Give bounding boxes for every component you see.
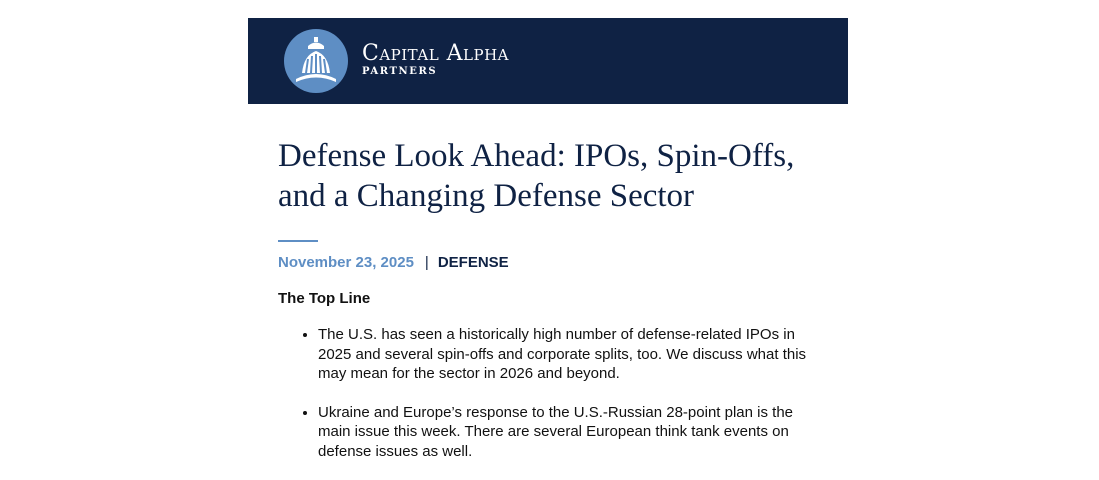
list-item: • The U.S. has seen a historically high number of defense-related IPOs in 2025 and several spin-offs and corporate splits, too. We discuss what this may mean for the sector in 2026 and beyond. [318, 325, 818, 384]
list-item: • Ukraine and Europe’s response to the U.S.-Russian 28-point plan is the main issue this week. There are several European think tank events on defense issues as well. [318, 403, 818, 462]
article-date: November 23, 2025 [278, 254, 414, 271]
brand-subtitle: PARTNERS [362, 66, 438, 77]
bullet-list [278, 325, 838, 461]
header-banner [248, 18, 848, 104]
article [278, 136, 838, 480]
article-title [278, 136, 838, 216]
title-line-1: Defense Look Ahead: IPOs, Spin-Offs, [278, 138, 795, 174]
capitol-dome-icon [284, 29, 348, 93]
brand-wordmark [362, 42, 509, 78]
title-line-2: and a Changing Defense Sector [278, 178, 695, 214]
brand-name: Capital Alpha [362, 41, 510, 66]
article-meta [278, 254, 838, 272]
meta-separator: | [424, 254, 429, 271]
section-heading: The Top Line [278, 290, 371, 307]
article-category[interactable]: DEFENSE [437, 254, 509, 271]
title-divider [278, 240, 318, 242]
